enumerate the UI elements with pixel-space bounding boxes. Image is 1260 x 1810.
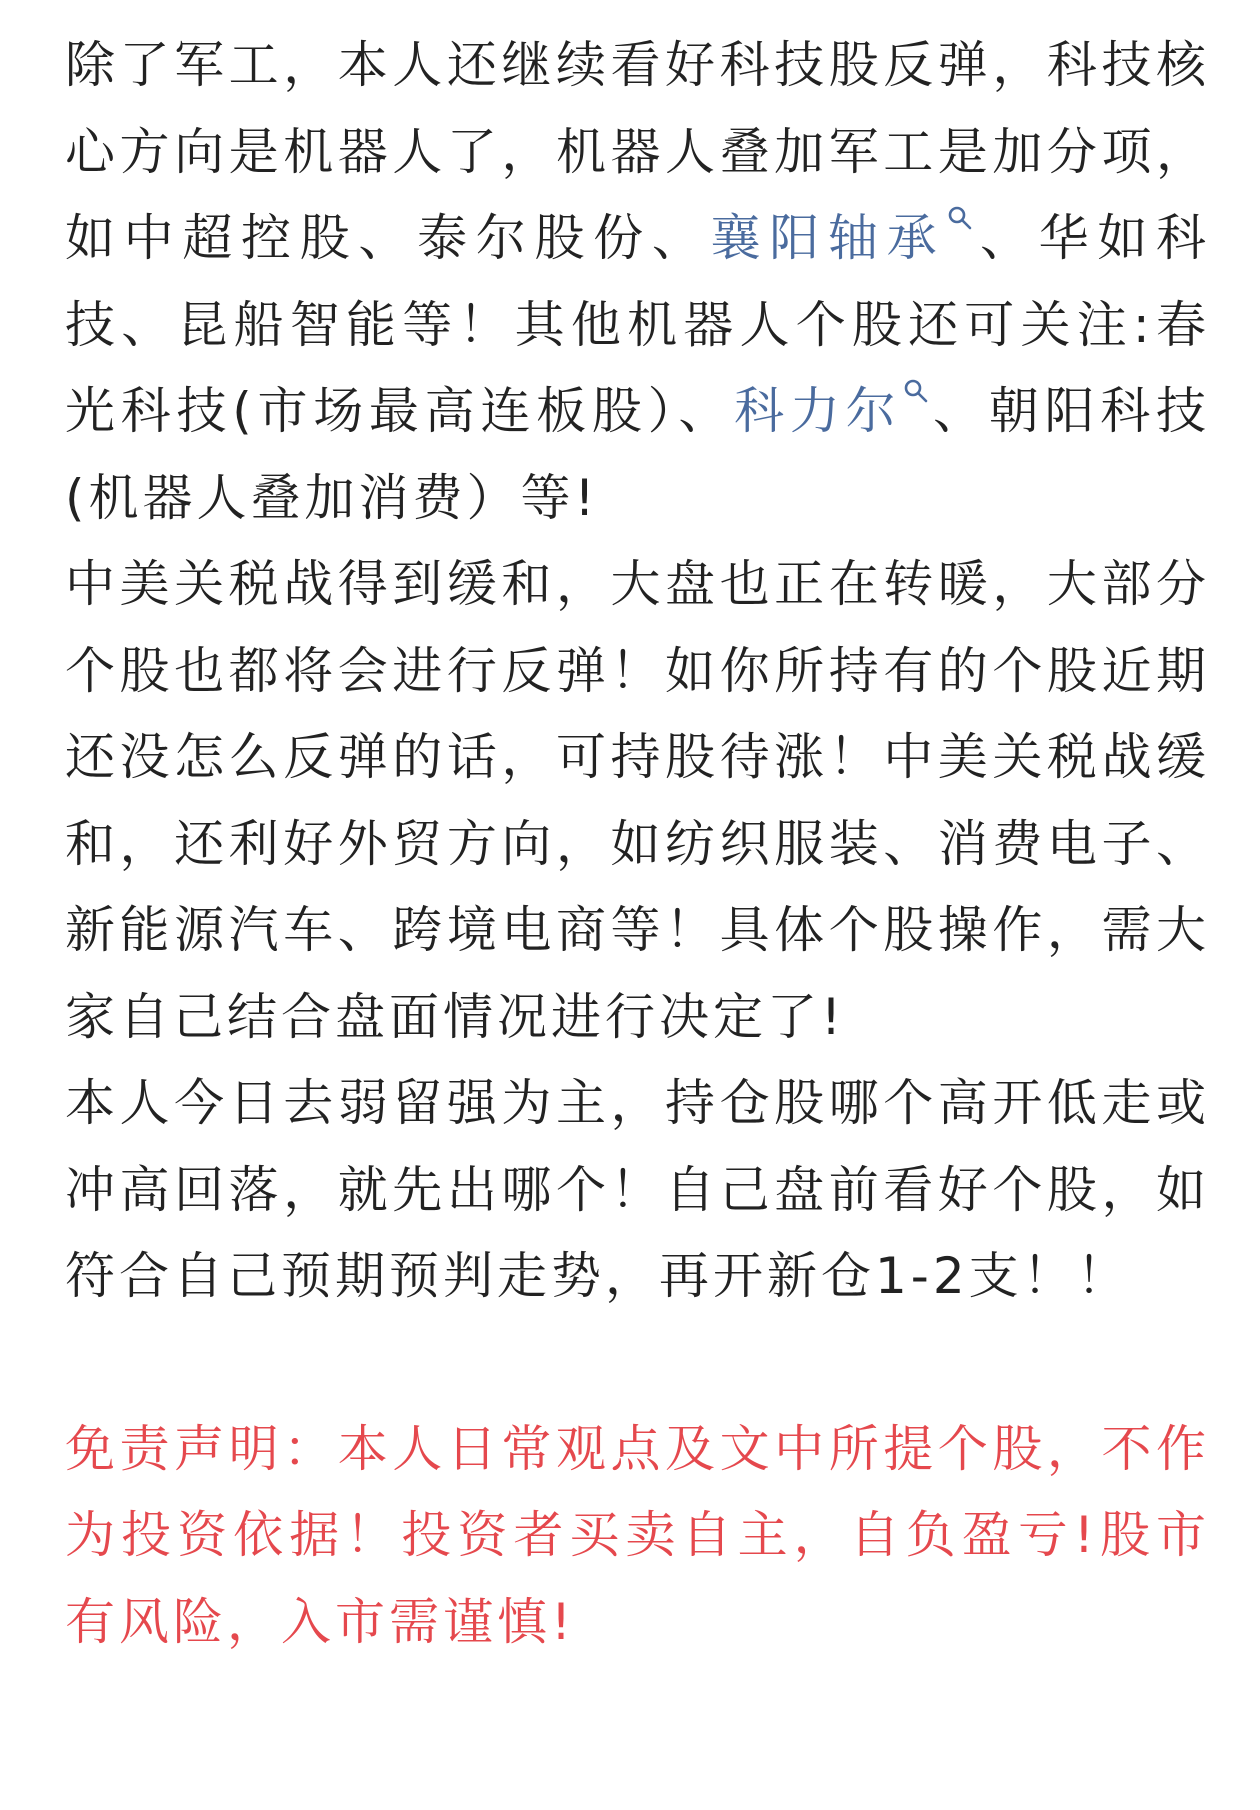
paragraph-tariff: 中美关税战得到缓和，大盘也正在转暖，大部分个股也都将会进行反弹！如你所持有的个股近期还没怎么反弹的话，可持股待涨！中美关税战缓和，还利好外贸方向，如纺织服装、消费电子、新能源汽车、跨境电商等！具体个股操作，需大家自己结合盘面情况进行决定了! — [65, 555, 1210, 1046]
paragraph-text: 、朝阳科技(机器人叠加消费）等! — [65, 382, 1210, 527]
stock-link-keli-motor[interactable]: 科力尔 — [734, 382, 902, 440]
disclaimer-text: 免责声明：本人日常观点及文中所提个股，不作为投资依据！投资者买卖自主，自负盈亏!股市有风险，入市需谨慎! — [65, 1419, 1210, 1651]
article-body — [65, 22, 1210, 1665]
paragraph-strategy: 本人今日去弱留强为主，持仓股哪个高开低走或冲高回落，就先出哪个！自己盘前看好个股，如符合自己预期预判走势，再开新仓1-2支！！ — [65, 1074, 1210, 1305]
search-icon[interactable] — [903, 378, 929, 404]
paragraph-text: 除了军工，本人还继续看好科技股反弹，科技核心方向是机器人了，机器人叠加军工是加分项，如中超控股、泰尔股份、 — [65, 36, 1210, 267]
stock-link-xiangyang-bearing[interactable]: 襄阳轴承 — [710, 209, 946, 267]
paragraph-text: 、华如科技、昆船智能等！其他机器人个股还可关注:春光科技(市场最高连板股）、 — [65, 209, 1211, 440]
search-icon[interactable] — [947, 205, 973, 231]
paragraph-robotics — [65, 22, 1210, 541]
